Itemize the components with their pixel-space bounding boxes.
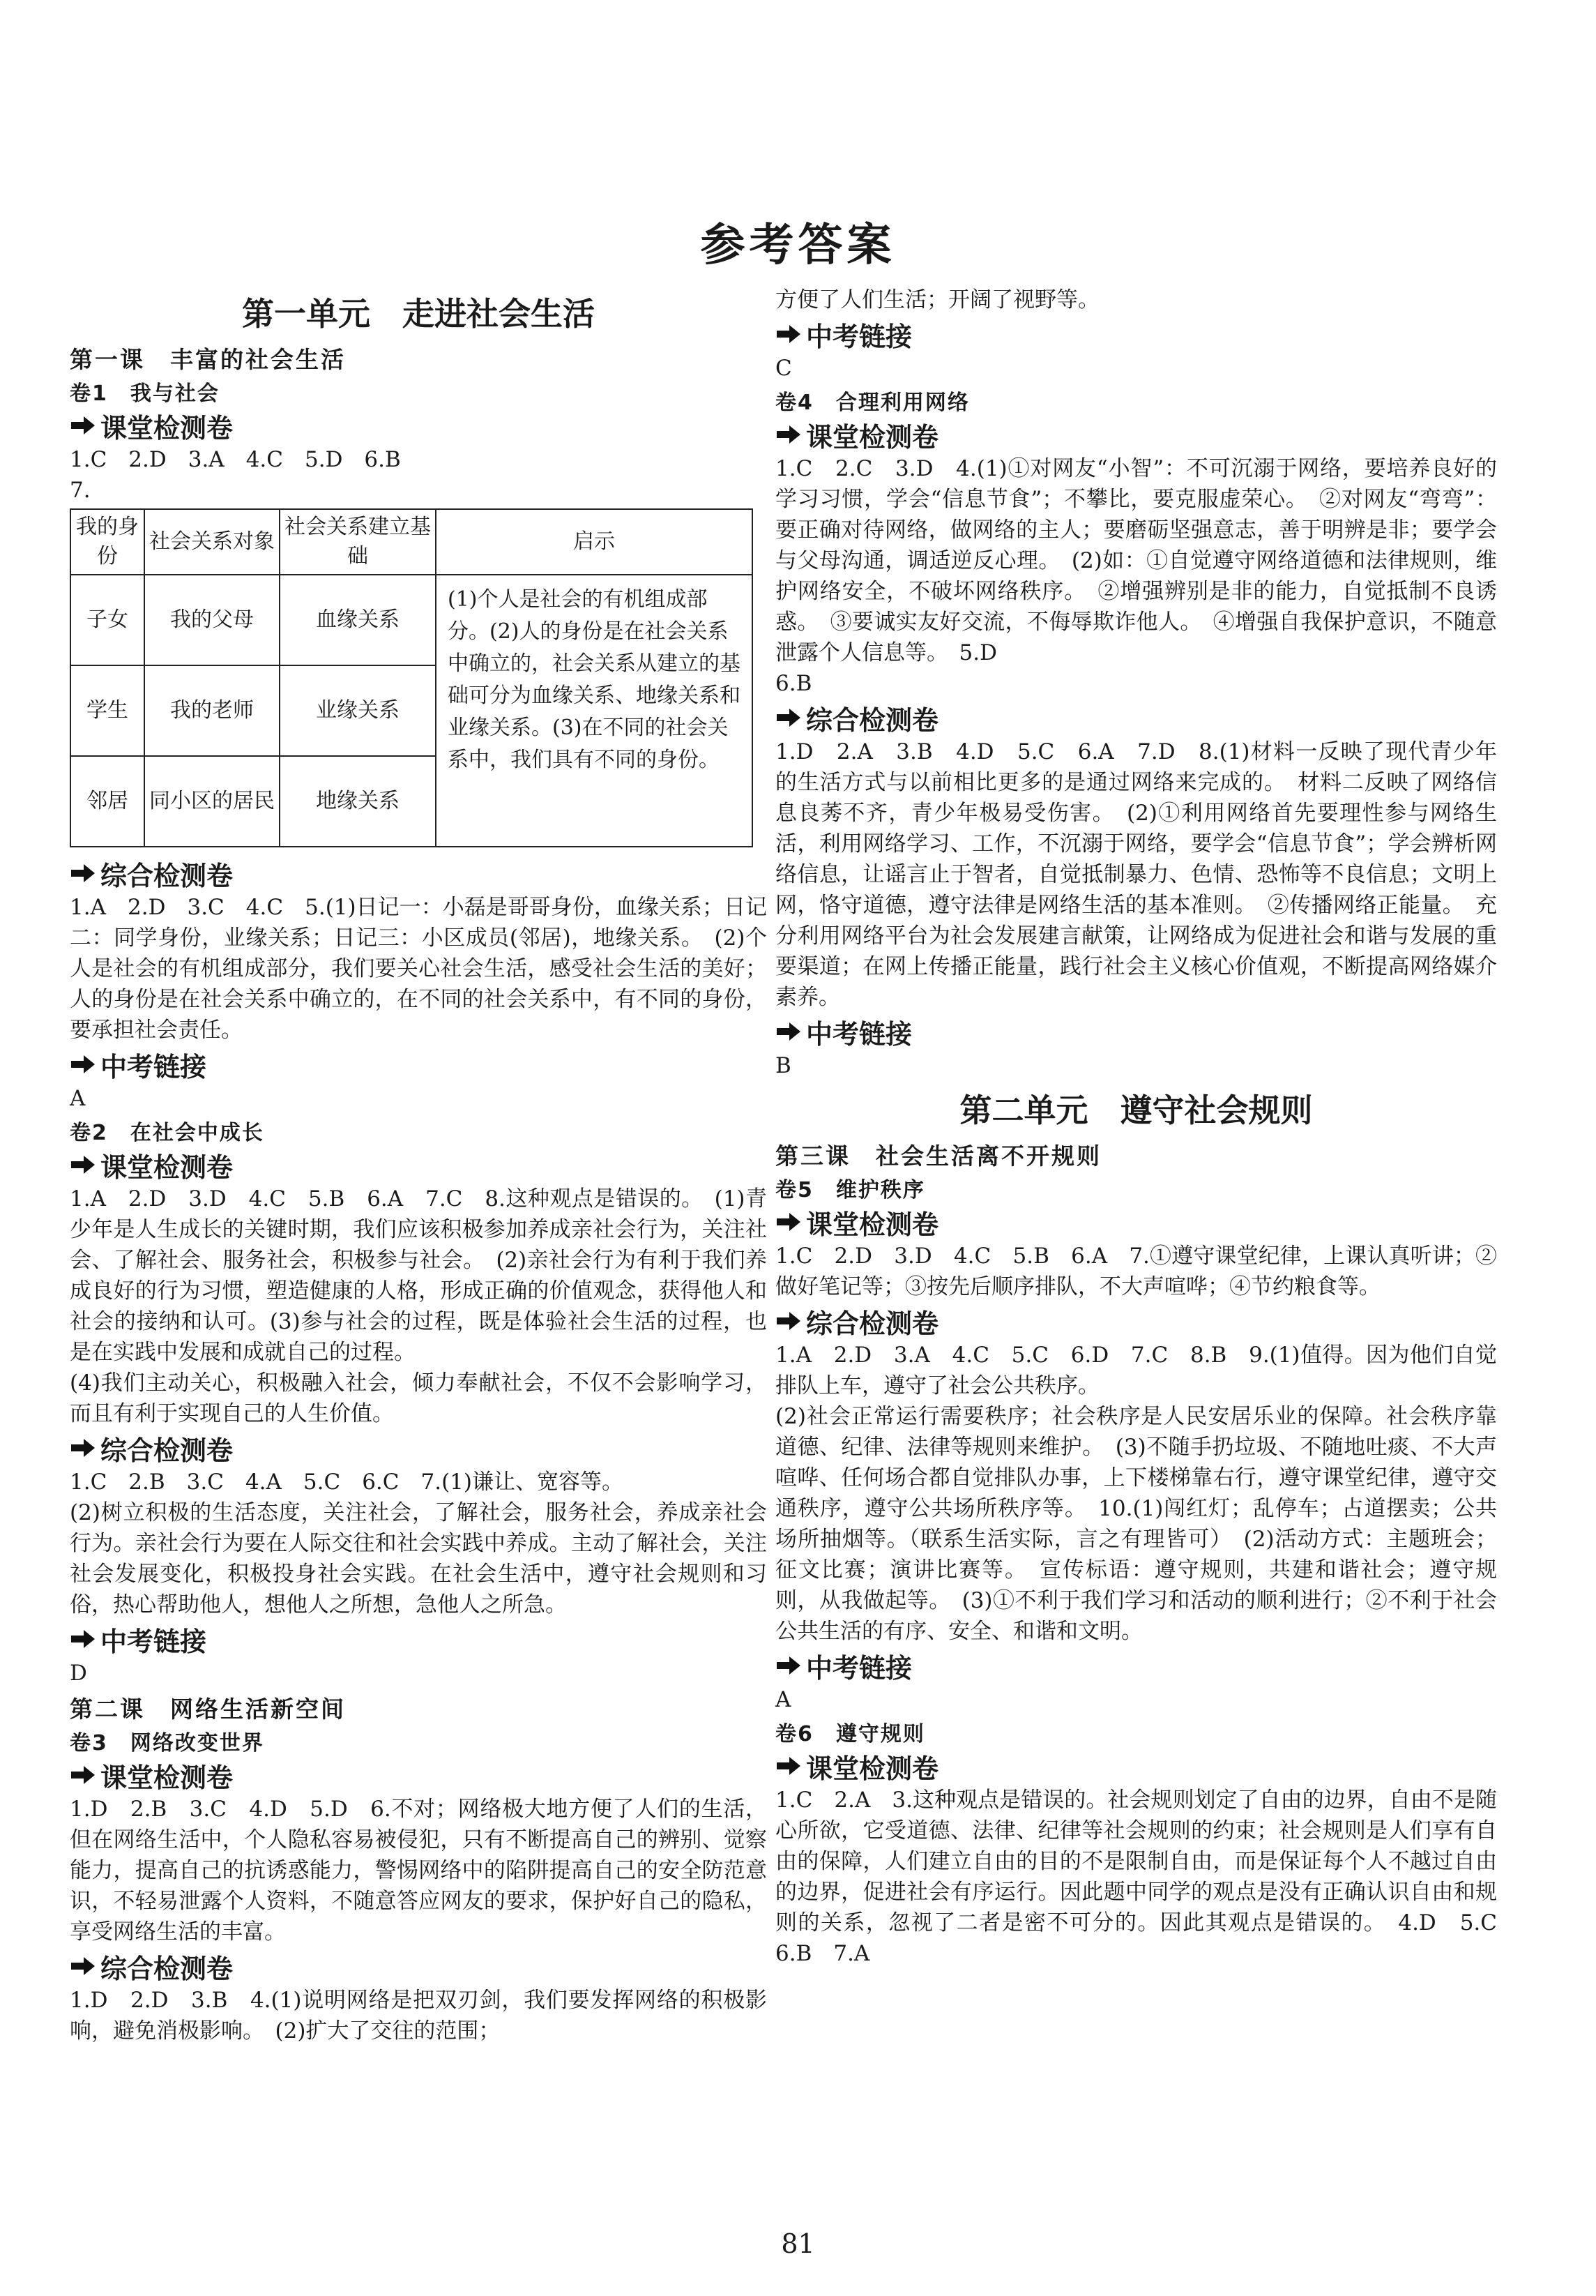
arrow-icon <box>70 1154 96 1175</box>
answer-text: 1.C 2.B 3.C 4.A 5.C 6.C 7.(1)谦让、宽容等。 <box>70 1470 623 1495</box>
answer-text: (2)树立积极的生活态度，关注社会，了解社会，服务社会，养成亲社会行为。亲社会行为要在人际交往和社会实践中养成。主动了解社会，关注社会发展变化，积极投身社会实践。在社会生活中，遵守社会规则和习俗，热心帮助他人，想他人之所想，急他人之所急。 <box>70 1500 767 1617</box>
table-insight-cell: (1)个人是社会的有机组成部分。(2)人的身份是在社会关系中确立的，社会关系从建立的基础可分为血缘关系、地缘关系和业缘关系。(3)在不同的社会关系中，我们具有不同的身份。 <box>436 575 752 847</box>
page-title: 参考答案 <box>700 220 896 271</box>
arrow-icon <box>70 415 96 436</box>
section-label: 课堂检测卷 <box>100 412 234 444</box>
section-header-exam <box>775 1014 1497 1049</box>
answer-text: A <box>775 1687 791 1712</box>
section-label: 课堂检测卷 <box>806 1209 939 1240</box>
relations-table <box>70 508 753 847</box>
section-header-comprehensive <box>775 700 1497 735</box>
right-column <box>775 285 1519 1969</box>
table-row <box>70 575 752 665</box>
section-header-exam <box>70 1622 767 1656</box>
section-label: 中考链接 <box>806 1018 913 1050</box>
table-cell: 子女 <box>70 575 144 665</box>
section-header-classroom <box>70 408 767 443</box>
volume-title-2: 卷2 在社会中成长 <box>70 1121 264 1145</box>
table-header-cell: 我的身份 <box>70 509 144 575</box>
lesson-title-1: 第一课 丰富的社会生活 <box>70 346 346 373</box>
answer-text: 1.C 2.A 3.这种观点是错误的。社会规则划定了自由的边界，自由不是随心所欲，它受道德、法律、纪律等社会规则的约束；社会规则是人们享有自由的保障，人们建立自由的目的不是限制自由，而是保证每个人不越过自由的边界，促进社会有序运行。因此题中同学的观点是没有正确认识自由和规则的关系，忽视了二者是密不可分的。因此其观点是错误的。 4.D 5.C 6.B 7.A <box>775 1788 1519 1966</box>
section-header-classroom <box>775 417 1497 452</box>
arrow-icon <box>775 1311 802 1331</box>
answer-text: (4)我们主动关心，积极融入社会，倾力奉献社会，不仅不会影响学习，而且有利于实现自己的人生价值。 <box>70 1370 767 1426</box>
volume-title-1: 卷1 我与社会 <box>70 382 220 406</box>
arrow-icon <box>775 707 802 728</box>
section-label: 课堂检测卷 <box>100 1151 234 1183</box>
section-label: 综合检测卷 <box>100 1435 234 1466</box>
volume-title-3: 卷3 网络改变世界 <box>70 1731 264 1755</box>
answer-text: 6.B <box>775 671 812 696</box>
section-header-classroom <box>775 1204 1497 1239</box>
table-cell: 血缘关系 <box>280 575 436 665</box>
answer-text: 1.C 2.C 3.D 4.(1)①对网友“小智”：不可沉溺于网络，要培养良好的学习习惯，学会“信息节食”；不攀比，要克服虚荣心。 ②对网友“弯弯”：要正确对待网络，做网络的主人；要磨砺坚强意志，善于明辨是非；要学会与父母沟通，调适逆反心理。 (2)如：①自觉遵守网络道德和法律规则，维护网络安全，不破坏网络秩序。 ②增强辨别是非的能力，自觉抵制不良诱惑。 ③要诚实友好交流，不侮辱欺诈他人。 ④增强自我保护意识，不随意泄露个人信息等。 5.D <box>775 456 1497 665</box>
table-cell: 地缘关系 <box>280 756 436 847</box>
arrow-icon <box>70 1629 96 1649</box>
section-label: 中考链接 <box>806 1652 913 1684</box>
table-header-cell: 启示 <box>436 509 752 575</box>
table-cell: 邻居 <box>70 756 144 847</box>
left-column <box>70 285 767 2046</box>
section-header-exam <box>70 1047 767 1082</box>
unit-title-1: 第一单元 走进社会生活 <box>242 295 595 333</box>
section-label: 中考链接 <box>100 1626 207 1657</box>
arrow-icon <box>775 1655 802 1676</box>
section-header-comprehensive <box>70 1430 767 1465</box>
answer-text: D <box>70 1661 87 1686</box>
section-label: 中考链接 <box>100 1051 207 1082</box>
table-cell: 业缘关系 <box>280 665 436 756</box>
answer-text: 1.D 2.D 3.B 4.(1)说明网络是把双刃剑，我们要发挥网络的积极影响，避免消极影响。 (2)扩大了交往的范围； <box>70 1988 767 2044</box>
arrow-icon <box>775 1021 802 1042</box>
answer-text: 1.A 2.D 3.A 4.C 5.C 6.D 7.C 8.B 9.(1)值得。因为他们自觉排队上车，遵守了社会公共秩序。 <box>775 1343 1497 1398</box>
section-header-comprehensive <box>70 856 767 891</box>
arrow-icon <box>775 1755 802 1776</box>
answer-text: 1.A 2.D 3.D 4.C 5.B 6.A 7.C 8.这种观点是错误的。 (1)青少年是人生成长的关键时期，我们应该积极参加养成亲社会行为，关注社会、了解社会、服务社会，积极参与社会。 (2)亲社会行为有利于我们养成良好的行为习惯，塑造健康的人格，形成正确的价值观念，获得他人和社会的接纳和认可。(3)参与社会的过程，既是体验社会生活的过程，也是在实践中发展和成就自己的过程。 <box>70 1186 767 1365</box>
arrow-icon <box>70 1765 96 1785</box>
page-number: 81 <box>781 2228 815 2259</box>
table-cell: 学生 <box>70 665 144 756</box>
answer-text: 方便了人们生活；开阔了视野等。 <box>775 287 1100 312</box>
answer-text: 1.C 2.D 3.D 4.C 5.B 6.A 7.①遵守课堂纪律，上课认真听讲；②做好笔记等；③按先后顺序排队，不大声喧哗；④节约粮食等。 <box>775 1244 1497 1299</box>
arrow-icon <box>775 324 802 345</box>
answer-text: B <box>775 1053 791 1078</box>
volume-title-6: 卷6 遵守规则 <box>775 1722 925 1746</box>
table-header-cell: 社会关系对象 <box>144 509 280 575</box>
section-label: 课堂检测卷 <box>806 1753 939 1784</box>
answer-text: (2)社会正常运行需要秩序；社会秩序是人民安居乐业的保障。社会秩序靠道德、纪律、法律等规则来维护。 (3)不随手扔垃圾、不随地吐痰、不大声喧哗、任何场合都自觉排队办事，上下楼梯靠右行，遵守课堂纪律，遵守交通秩序，遵守公共场所秩序等。 10.(1)闯红灯；乱停车；占道摆卖；公共场所抽烟等。（联系生活实际，言之有理皆可） (2)活动方式：主题班会；征文比赛；演讲比赛等。 宣传标语：遵守规则，共建和谐社会；遵守规则，从我做起等。 (3)①不利于我们学习和活动的顺利进行；②不利于社会公共生活的有序、安全、和谐和文明。 <box>775 1404 1497 1644</box>
unit-title-2: 第二单元 遵守社会规则 <box>959 1092 1313 1129</box>
volume-title-5: 卷5 维护秩序 <box>775 1178 925 1202</box>
section-label: 综合检测卷 <box>100 860 234 891</box>
lesson-title-3: 第三课 社会生活离不开规则 <box>775 1142 1102 1170</box>
section-label: 综合检测卷 <box>806 1308 939 1339</box>
answer-text: 7. <box>70 478 91 503</box>
arrow-icon <box>70 1437 96 1458</box>
table-cell: 我的父母 <box>144 575 280 665</box>
section-header-classroom <box>70 1758 767 1792</box>
section-label: 课堂检测卷 <box>100 1762 234 1793</box>
section-label: 综合检测卷 <box>100 1953 234 1984</box>
answer-text: 1.A 2.D 3.C 4.C 5.(1)日记一：小磊是哥哥身份，血缘关系；日记二：同学身份，业缘关系；日记三：小区成员(邻居)，地缘关系。 (2)个人是社会的有机组成部分，我们要关心社会生活，感受社会生活的美好；人的身份是在社会关系中确立的，在不同的社会关系中，有不同的身份，要承担社会责任。 <box>70 895 767 1043</box>
volume-title-4: 卷4 合理利用网络 <box>775 391 970 415</box>
answer-text: A <box>70 1086 86 1111</box>
section-header-exam <box>775 317 1497 352</box>
arrow-icon <box>70 863 96 884</box>
answer-text: 1.D 2.B 3.C 4.D 5.D 6.不对；网络极大地方便了人们的生活，但在网络生活中，个人隐私容易被侵犯，只有不断提高自己的辨别、觉察能力，提高自己的抗诱惑能力，警惕网络中的陷阱提高自己的安全防范意识，不轻易泄露个人资料，不随意答应网友的要求，保护好自己的隐私，享受网络生活的丰富。 <box>70 1797 767 1944</box>
lesson-title-2: 第二课 网络生活新空间 <box>70 1695 346 1723</box>
answer-text: 1.C 2.D 3.A 4.C 5.D 6.B <box>70 447 401 472</box>
arrow-icon <box>70 1054 96 1075</box>
section-header-classroom <box>70 1147 767 1182</box>
arrow-icon <box>775 1211 802 1232</box>
section-header-classroom <box>775 1749 1497 1783</box>
section-header-comprehensive <box>70 1949 767 1984</box>
table-cell: 同小区的居民 <box>144 756 280 847</box>
section-label: 课堂检测卷 <box>806 421 939 453</box>
arrow-icon <box>775 424 802 445</box>
answer-text: 1.D 2.A 3.B 4.D 5.C 6.A 7.D 8.(1)材料一反映了现代青少年的生活方式与以前相比更多的是通过网络来完成的。 材料二反映了网络信息良莠不齐，青少年极易受伤害。 (2)①利用网络首先要理性参与网络生活，利用网络学习、工作，不沉溺于网络，要学会“信息节食”；学会辨析网络信息，让谣言止于智者，自觉抵制暴力、色情、恐怖等不良信息；文明上网，恪守道德，遵守法律是网络生活的基本准则。 ②传播网络正能量。 充分利用网络平台为社会发展建言献策，让网络成为促进社会和谐与发展的重要渠道；在网上传播正能量，践行社会主义核心价值观，不断提高网络媒介素养。 <box>775 739 1497 1010</box>
table-cell: 我的老师 <box>144 665 280 756</box>
section-header-comprehensive <box>775 1304 1497 1338</box>
section-label: 综合检测卷 <box>806 704 939 736</box>
section-label: 中考链接 <box>806 321 913 352</box>
answer-text: C <box>775 356 792 381</box>
table-header-cell: 社会关系建立基础 <box>280 509 436 575</box>
section-header-exam <box>775 1648 1497 1683</box>
arrow-icon <box>70 1956 96 1977</box>
table-header-row <box>70 509 752 575</box>
